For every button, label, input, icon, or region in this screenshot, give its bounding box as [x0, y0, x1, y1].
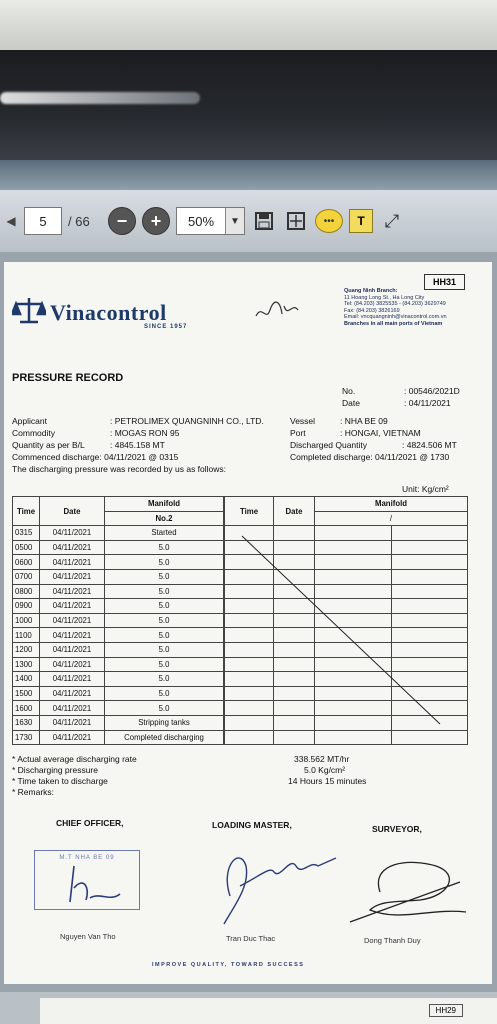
table-row — [13, 584, 224, 599]
cell-date: 04/11/2021 — [40, 730, 105, 745]
cell-time: 1300 — [13, 657, 40, 672]
table-row — [13, 672, 224, 687]
commodity-label: Commodity — [12, 428, 55, 438]
empty-cell — [225, 730, 274, 745]
cell-time: 0700 — [13, 569, 40, 584]
pressure-table-left — [12, 496, 224, 745]
cell-date: 04/11/2021 — [40, 672, 105, 687]
branch-info: Quang Ninh Branch: 11 Hoang Long St., Ha Long City Tel: (84.203) 3825535 - (84.203) 3629749 Fax: (84.203) 3826169 Email: vncquangninh@vinacontrol.com.vn Branches in all main ports of Vietnam — [344, 288, 447, 327]
cell-time: 0800 — [13, 584, 40, 599]
empty-cell — [315, 730, 392, 745]
cell-val: 5.0 — [105, 569, 224, 584]
applicant-label: Applicant — [12, 416, 47, 426]
cell-val: 5.0 — [105, 672, 224, 687]
loading-master-signature — [200, 836, 340, 932]
remarks-label: * Remarks: — [12, 787, 55, 797]
document-code: HH31 — [424, 274, 465, 290]
table-row — [13, 628, 224, 643]
cell-time: 1730 — [13, 730, 40, 745]
completed-discharge: Completed discharge: 04/11/2021 @ 1730 — [290, 452, 450, 462]
cell-val: 5.0 — [105, 686, 224, 701]
cell-date: 04/11/2021 — [40, 701, 105, 716]
cell-date: 04/11/2021 — [40, 613, 105, 628]
zoom-out-icon[interactable]: − — [108, 207, 136, 235]
rate-value: 338.562 MT/hr — [294, 754, 350, 764]
document-title: PRESSURE RECORD — [12, 372, 124, 384]
window-titlebar — [0, 160, 497, 190]
empty-cell — [274, 730, 315, 745]
col-date-right: Date — [274, 497, 315, 526]
arrow-left-icon[interactable]: ◀ — [6, 214, 16, 228]
cell-time: 1100 — [13, 628, 40, 643]
loading-master-title: LOADING MASTER, — [212, 820, 292, 830]
cell-val: 5.0 — [105, 701, 224, 716]
vessel-label: Vessel — [290, 416, 316, 426]
col-manifold-right: Manifold — [315, 497, 468, 512]
table-row — [13, 642, 224, 657]
cell-date: 04/11/2021 — [40, 628, 105, 643]
applicant-value: : PETROLIMEX QUANGNINH CO., LTD. — [110, 416, 264, 426]
save-icon[interactable] — [251, 208, 277, 234]
pdf-toolbar — [0, 190, 497, 252]
cell-val: 5.0 — [105, 628, 224, 643]
cell-date: 04/11/2021 — [40, 599, 105, 614]
table-row — [13, 540, 224, 555]
date-label: Date — [342, 398, 360, 408]
unit-label: Unit: Kg/cm² — [402, 484, 449, 494]
cell-date: 04/11/2021 — [40, 526, 105, 541]
qty-bl-label: Quantity as per B/L — [12, 440, 85, 450]
expand-icon[interactable]: ⤢ — [384, 210, 400, 231]
page-total: / 66 — [68, 213, 90, 229]
cell-time: 1000 — [13, 613, 40, 628]
col-slash-right: / — [315, 511, 468, 526]
zoom-select[interactable] — [176, 207, 245, 235]
surveyor-title: SURVEYOR, — [372, 824, 422, 834]
loading-master-name: Tran Duc Thac — [226, 934, 276, 943]
rate-label: * Actual average discharging rate — [12, 754, 137, 764]
cell-time: 1200 — [13, 642, 40, 657]
chief-officer-title: CHIEF OFFICER, — [56, 818, 124, 828]
col-no2: No.2 — [105, 511, 224, 526]
cell-time: 0900 — [13, 599, 40, 614]
cell-val: Started — [105, 526, 224, 541]
pressure-value: 5.0 Kg/cm² — [304, 765, 346, 775]
company-slogan: IMPROVE QUALITY, TOWARD SUCCESS — [152, 962, 305, 968]
commodity-value: : MOGAS RON 95 — [110, 428, 180, 438]
cell-val: 5.0 — [105, 613, 224, 628]
surveyor-signature — [340, 852, 470, 932]
qty-bl-value: : 4845.158 MT — [110, 440, 165, 450]
surveyor-name: Dong Thanh Duy — [364, 936, 421, 945]
page-number-input[interactable]: 5 — [24, 207, 62, 235]
time-label: * Time taken to discharge — [12, 776, 108, 786]
monitor-bezel — [0, 0, 497, 50]
cell-val: 5.0 — [105, 540, 224, 555]
cell-date: 04/11/2021 — [40, 715, 105, 730]
next-document-page — [40, 998, 497, 1024]
port-label: Port — [290, 428, 306, 438]
logo-text: Vinacontrol — [50, 300, 167, 325]
scales-icon — [12, 296, 46, 326]
cell-val: 5.0 — [105, 555, 224, 570]
cell-time: 1400 — [13, 672, 40, 687]
zoom-level: 50% — [187, 213, 215, 229]
table-row — [13, 730, 224, 745]
cell-val: Completed discharging — [105, 730, 224, 745]
cell-date: 04/11/2021 — [40, 540, 105, 555]
void-diagonal-line — [240, 534, 446, 728]
cell-val: 5.0 — [105, 584, 224, 599]
vinacontrol-logo — [12, 296, 46, 331]
vessel-value: : NHA BE 09 — [340, 416, 388, 426]
time-value: 14 Hours 15 minutes — [288, 776, 367, 786]
commenced-discharge: Commenced discharge: 04/11/2021 @ 0315 — [12, 452, 179, 462]
no-value: : 00546/2021D — [404, 386, 460, 396]
chief-signature — [60, 858, 130, 908]
cell-date: 04/11/2021 — [40, 642, 105, 657]
discharged-qty-value: : 4824.506 MT — [402, 440, 457, 450]
col-time: Time — [13, 497, 40, 526]
cell-date: 04/11/2021 — [40, 657, 105, 672]
fit-page-icon[interactable] — [283, 208, 309, 234]
table-row — [13, 715, 224, 730]
discharged-qty-label: Discharged Quantity — [290, 440, 368, 450]
highlight-icon[interactable]: T — [349, 209, 373, 233]
table-row — [13, 569, 224, 584]
port-value: : HONGAI, VIETNAM — [340, 428, 421, 438]
cell-date: 04/11/2021 — [40, 569, 105, 584]
dropdown-icon[interactable]: ▼ — [225, 208, 244, 234]
pressure-label: * Discharging pressure — [12, 765, 98, 775]
cell-time: 0315 — [13, 526, 40, 541]
col-time-right: Time — [225, 497, 274, 526]
date-value: : 04/11/2021 — [404, 398, 451, 408]
cell-val: Stripping tanks — [105, 715, 224, 730]
cell-time: 0600 — [13, 555, 40, 570]
cell-date: 04/11/2021 — [40, 686, 105, 701]
handwritten-mark — [252, 296, 302, 326]
empty-cell — [391, 730, 468, 745]
table-row — [13, 599, 224, 614]
screen-glare — [0, 92, 200, 104]
comment-icon[interactable]: ••• — [315, 209, 343, 233]
next-page-code: HH29 — [429, 1004, 463, 1017]
no-label: No. — [342, 386, 356, 396]
cell-date: 04/11/2021 — [40, 584, 105, 599]
table-row — [13, 686, 224, 701]
table-row — [13, 526, 224, 541]
recorded-note: The discharging pressure was recorded by us as follows: — [12, 464, 227, 474]
zoom-in-icon[interactable]: + — [142, 207, 170, 235]
cell-time: 1600 — [13, 701, 40, 716]
col-manifold: Manifold — [105, 497, 224, 512]
cell-time: 1630 — [13, 715, 40, 730]
chief-officer-name: Nguyen Van Tho — [60, 932, 116, 941]
cell-val: 5.0 — [105, 642, 224, 657]
cell-date: 04/11/2021 — [40, 555, 105, 570]
cell-time: 0500 — [13, 540, 40, 555]
document-page — [4, 262, 492, 984]
logo-since: SINCE 1957 — [144, 324, 188, 330]
table-row — [13, 613, 224, 628]
table-row — [13, 657, 224, 672]
stamp-text: M.T NHA BE 09 — [59, 855, 115, 861]
table-row — [13, 701, 224, 716]
cell-val: 5.0 — [105, 657, 224, 672]
col-date: Date — [40, 497, 105, 526]
table-row — [13, 555, 224, 570]
cell-val: 5.0 — [105, 599, 224, 614]
table-row-empty — [225, 730, 468, 745]
monitor-frame — [0, 50, 497, 160]
cell-time: 1500 — [13, 686, 40, 701]
